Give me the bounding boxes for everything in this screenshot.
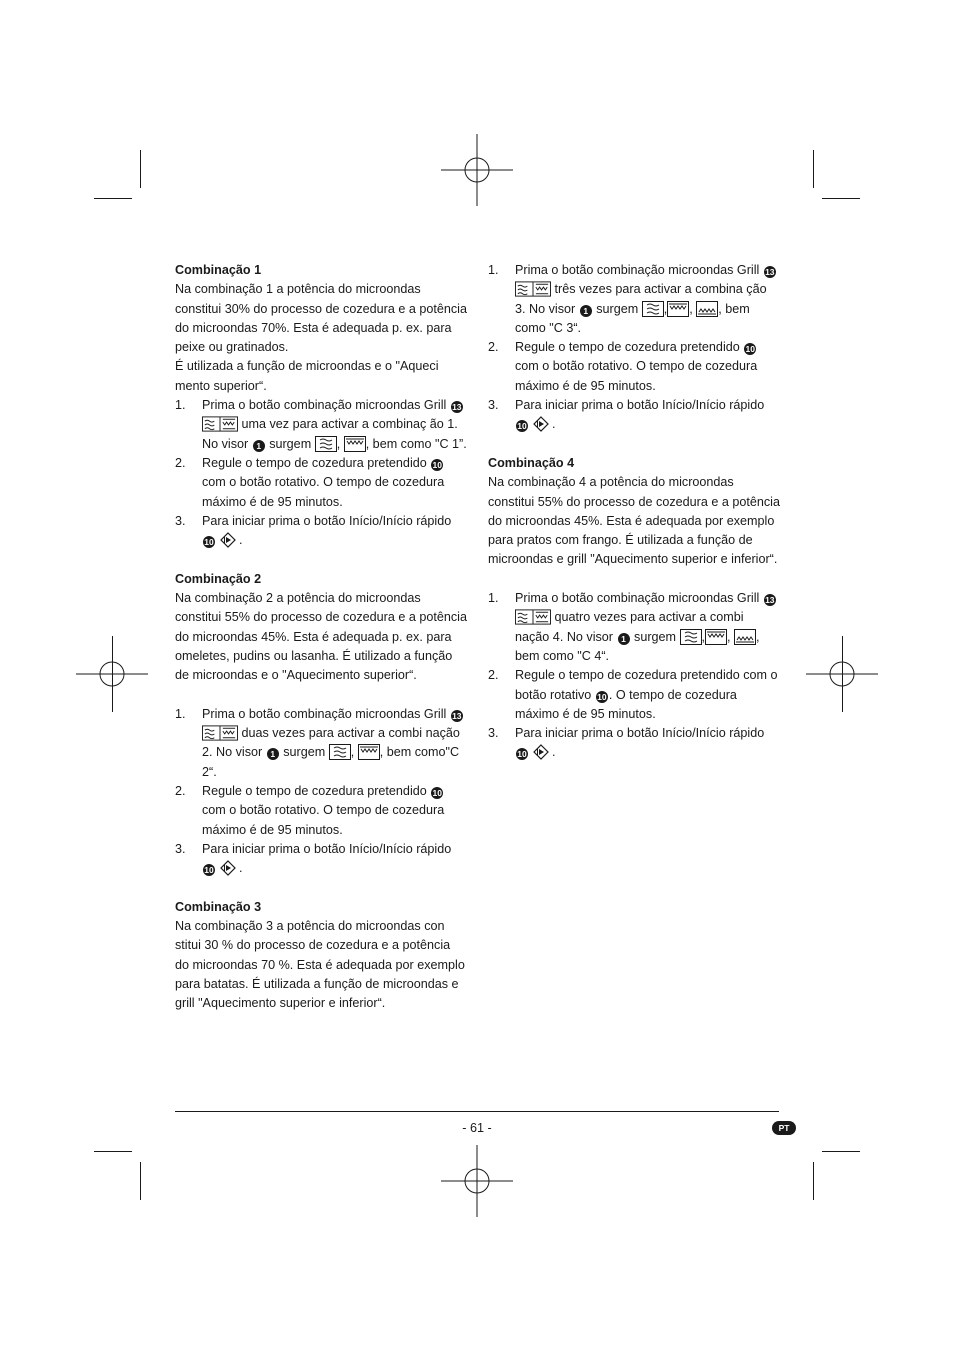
section-heading: Combinação 2 (175, 571, 262, 586)
microwave-icon (329, 744, 351, 760)
crop-mark (822, 1151, 860, 1152)
ref-1-badge: 1 (253, 440, 265, 452)
crop-mark (813, 1162, 814, 1200)
step-item: 1. Prima o botão combinação microondas Grill 13 uma vez para activar a combinaç ão 1. No visor 1 surgem , , bem como "C 1”. (175, 398, 467, 451)
step-text: , bem como "C 4“. (515, 629, 760, 663)
start-icon (533, 744, 549, 760)
ref-13-badge: 13 (452, 402, 462, 413)
step-item: 3. Para iniciar prima o botão Início/Início rápido 10 . (175, 513, 452, 548)
step-text: três vezes para activar a combina ção 3. No visor (515, 282, 767, 316)
ref-10-badge: 10 (517, 749, 527, 760)
ref-1-badge: 1 (580, 305, 592, 317)
start-icon (220, 532, 236, 548)
step-item (175, 782, 467, 840)
section-combination-4 (488, 454, 780, 763)
crop-mark (140, 150, 141, 188)
steps-list (175, 705, 467, 879)
step-text: Para iniciar prima o botão Início/Início rápido (515, 398, 765, 413)
step-text: Regule o tempo de cozedura pretendido com o botão rotativo (515, 668, 778, 702)
footer-divider (175, 1111, 779, 1112)
crop-mark (94, 1151, 132, 1152)
crop-mark (140, 1162, 141, 1200)
section-heading: Combinação 4 (488, 455, 575, 470)
microwave-grill-combo-icon (202, 416, 238, 432)
step-text: com o botão rotativo. O tempo de cozedura máximo é de 95 minutos. (202, 475, 445, 509)
step-item: 1. Prima o botão combinação microondas Grill 13 três vezes para activar a combina ção 3. No visor 1 surgem , , , bem como "C 3“. (488, 263, 775, 335)
microwave-grill-combo-icon (515, 281, 551, 297)
step-item (488, 338, 780, 396)
section-heading: Combinação 3 (175, 899, 262, 914)
step-text: surgem (283, 745, 326, 760)
ref-13-badge: 13 (765, 267, 775, 277)
step-text: Regule o tempo de cozedura pretendido (202, 784, 427, 799)
step-number: 3. (488, 398, 499, 413)
step-text: Regule o tempo de cozedura pretendido (515, 340, 740, 355)
step-item: 1. Prima o botão combinação microondas Grill 13 quatro vezes para activar a combi nação 4. No visor 1 surgem , , , bem como "C 4“. (488, 591, 775, 663)
left-column (175, 261, 467, 1033)
step-number: 2. (175, 455, 186, 470)
step-text: surgem (634, 629, 677, 644)
ref-10-badge: 10 (745, 344, 755, 355)
ref-10-badge: 10 (432, 459, 442, 470)
ref-1-badge: 1 (618, 633, 630, 645)
bottom-heat-icon (696, 301, 718, 317)
start-icon (533, 416, 549, 432)
microwave-icon (642, 301, 664, 317)
step-item (175, 454, 467, 512)
section-intro: Na combinação 2 a potência do microondas constitui 55% do processo de cozedura e a potência do microondas 45%. Esta é adequada p. ex. para omeletes, pudins ou lasanha. É utilizado a função de microondas e o "Aquecimento superior“. (175, 591, 467, 683)
step-number: 2. (175, 784, 186, 799)
right-column (488, 261, 780, 782)
step-text: Para iniciar prima o botão Início/Início rápido (515, 726, 765, 741)
steps-list (175, 396, 467, 550)
step-text: , bem como "C 1”. (365, 436, 467, 451)
microwave-icon (315, 436, 337, 452)
registration-mark-icon (441, 1145, 513, 1217)
ref-10-badge: 10 (204, 537, 214, 548)
bottom-heat-icon (734, 629, 756, 645)
step-text: com o botão rotativo. O tempo de cozedura máximo é de 95 minutos. (515, 359, 758, 393)
step-item: 1. Prima o botão combinação microondas Grill 13 duas vezes para activar a combi nação 2. No visor 1 surgem , , bem como"C 2“. (175, 706, 462, 779)
section-combination-3-steps (488, 261, 780, 435)
step-item: 3. Para iniciar prima o botão Início/Início rápido 10 . (488, 726, 765, 760)
step-text: Prima o botão combinação microondas Grill (202, 398, 447, 413)
step-item (488, 666, 780, 724)
step-text: Para iniciar prima o botão Início/Início rápido (202, 841, 452, 856)
ref-10-badge: 10 (432, 788, 442, 799)
step-text: Prima o botão combinação microondas Grill (515, 263, 760, 277)
registration-mark-icon (441, 134, 513, 206)
section-combination-2 (175, 570, 467, 879)
microwave-grill-combo-icon (515, 609, 551, 625)
ref-13-badge: 13 (765, 595, 775, 606)
step-text: . O tempo de cozedura máximo é de 95 minutos. (515, 687, 737, 721)
step-number: 2. (488, 668, 499, 683)
top-heat-icon (705, 629, 727, 645)
step-number: 1. (175, 398, 186, 413)
steps-list (488, 261, 780, 435)
top-heat-icon (344, 436, 366, 452)
crop-mark (822, 198, 860, 199)
step-item: 3. Para iniciar prima o botão Início/Início rápido 10 . (175, 841, 452, 876)
ref-10-badge: 10 (597, 691, 607, 702)
section-intro-2: É utilizada a função de microondas e o "Aqueci mento superior“. (175, 359, 439, 393)
section-heading: Combinação 1 (175, 263, 262, 277)
step-number: 1. (488, 263, 499, 277)
steps-list (488, 589, 780, 763)
step-text: , bem como"C 2“. (202, 745, 460, 779)
crop-mark (813, 150, 814, 188)
language-badge: PT (772, 1121, 796, 1135)
step-text: quatro vezes para activar a combi nação 4. No visor (515, 610, 744, 644)
section-intro: Na combinação 1 a potência do microondas constitui 30% do processo de cozedura e a potência do microondas 70%. Esta é adequada p. ex. para peixe ou gratinados. (175, 282, 467, 355)
ref-13-badge: 13 (452, 710, 462, 721)
top-heat-icon (358, 744, 380, 760)
step-number: 3. (175, 841, 186, 856)
step-number: 1. (488, 591, 499, 606)
microwave-grill-combo-icon (202, 725, 238, 741)
registration-mark-icon (806, 638, 878, 710)
step-text: com o botão rotativo. O tempo de cozedura máximo é de 95 minutos. (202, 803, 445, 837)
step-text: Regule o tempo de cozedura pretendido (202, 455, 427, 470)
ref-10-badge: 10 (204, 865, 214, 876)
section-intro: Na combinação 4 a potência do microondas constitui 55% do processo de cozedura e a potência do microondas 45%. Esta é adequada por exemplo para pratos com frango. É utilizada a função de microondas e grill "Aquecimento superior e inferior“. (488, 475, 780, 567)
step-number: 1. (175, 706, 186, 721)
page-number: - 61 - (462, 1121, 492, 1135)
step-text: , bem como "C 3“. (515, 301, 750, 335)
start-icon (220, 860, 236, 876)
section-combination-1 (175, 261, 467, 550)
step-number: 3. (175, 513, 186, 528)
step-text: Para iniciar prima o botão Início/Início rápido (202, 513, 452, 528)
step-text: surgem (269, 436, 312, 451)
step-text: Prima o botão combinação microondas Grill (515, 591, 760, 606)
ref-10-badge: 10 (517, 421, 527, 432)
ref-1-badge: 1 (267, 748, 279, 760)
step-text: duas vezes para activar a combi nação 2. No visor (202, 726, 460, 760)
step-item: 3. Para iniciar prima o botão Início/Início rápido 10 . (488, 398, 765, 432)
step-text: uma vez para activar a combinaç ão 1. No visor (202, 417, 458, 451)
microwave-icon (680, 629, 702, 645)
section-intro: Na combinação 3 a potência do microondas con stitui 30 % do processo de cozedura e a potência do microondas 70 %. Esta é adequada por exemplo para batatas. É utilizada a função de microondas e grill "Aquecimento superior e inferior“. (175, 919, 465, 1011)
step-text: Prima o botão combinação microondas Grill (202, 706, 447, 721)
section-combination-3 (175, 898, 467, 1014)
step-text: surgem (596, 301, 639, 316)
step-number: 3. (488, 726, 499, 741)
crop-mark (94, 198, 132, 199)
step-number: 2. (488, 340, 499, 355)
top-heat-icon (667, 301, 689, 317)
registration-mark-icon (76, 638, 148, 710)
